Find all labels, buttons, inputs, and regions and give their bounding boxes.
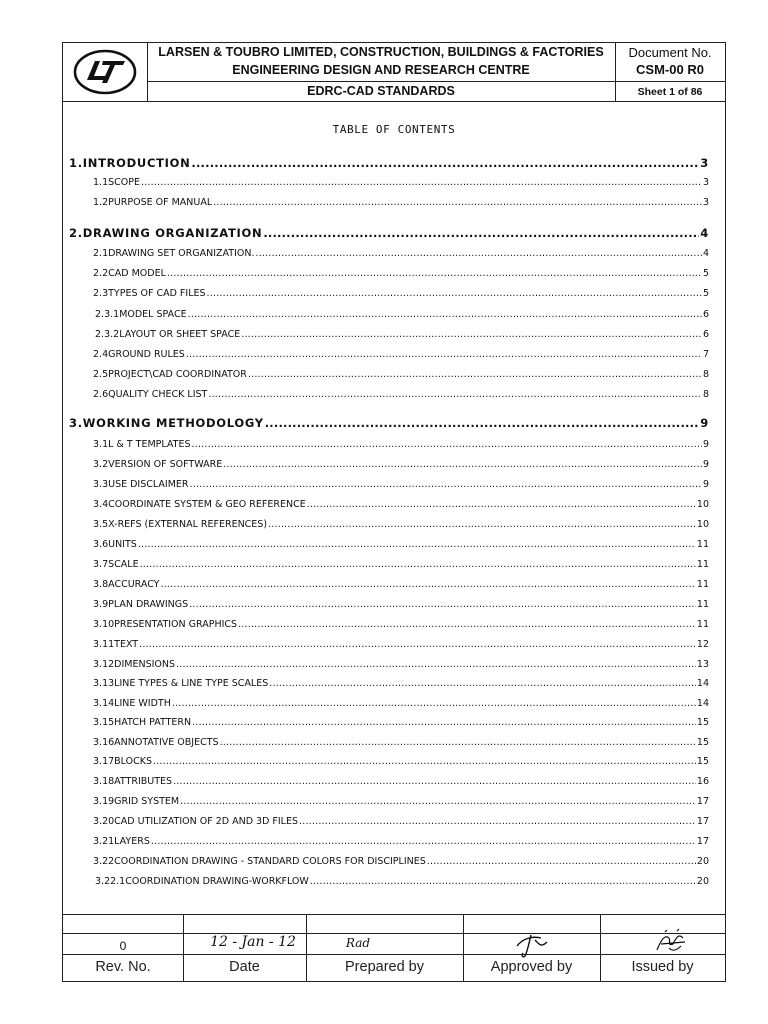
toc-entry[interactable] [93,479,709,490]
toc-entry-page: 3 [700,156,709,170]
toc-entry[interactable] [93,288,709,299]
lt-logo [73,49,137,95]
approved-signature [511,932,555,960]
document-number-cell [615,43,725,101]
toc-entry-page: 4 [700,226,709,240]
toc-entry-number: 3.9 [93,599,109,610]
toc-entry-label: USE DISCLAIMER [108,479,189,490]
toc-entry-number: 3.15 [93,717,115,728]
dot-leader [153,756,696,767]
toc-section-entry[interactable] [69,226,709,240]
toc-entry[interactable] [93,856,709,867]
toc-entry-page: 5 [702,268,709,279]
toc-entry-label: COORDINATE SYSTEM & GEO REFERENCE [108,499,306,510]
toc-entry-label: WORKING METHODOLOGY [82,416,264,430]
toc-entry-page: 5 [702,288,709,299]
toc-entry-number: 2.5 [93,369,109,380]
toc-entry-page: 11 [696,599,709,610]
toc-entry-number: 3.22.1 [95,876,126,887]
header-divider [63,101,725,102]
toc-entry-number: 2. [69,226,83,240]
toc-entry-number: 2.3 [93,288,109,299]
toc-entry-label: PURPOSE OF MANUAL [108,197,213,208]
toc-entry-number: 3.11 [93,639,115,650]
toc-entry-label: COORDINATION DRAWING-WORKFLOW [125,876,309,887]
dot-leader [265,416,700,430]
toc-entry-number: 1.1 [93,177,109,188]
logo-cell [63,43,148,101]
toc-entry-number: 2.3.2 [95,329,120,340]
date-value: 12 - Jan - 12 [210,934,296,950]
toc-entry-number: 2.1 [93,248,109,259]
revision-value: 0 [119,939,127,953]
toc-entry[interactable] [93,717,709,728]
toc-entry[interactable] [93,439,709,450]
document-number: CSM-00 R0 [636,62,704,77]
toc-entry-label: HATCH PATTERN [114,717,192,728]
footer-rule [63,954,725,955]
toc-entry-label: L & T TEMPLATES [108,439,191,450]
toc-entry[interactable] [93,836,709,847]
dot-leader [189,599,696,610]
toc-entry[interactable] [95,876,709,887]
toc-section-entry[interactable] [69,156,709,170]
toc-entry-label: ANNOTATIVE OBJECTS [114,737,219,748]
dot-leader [173,776,696,787]
dot-leader [255,248,701,259]
toc-entry-number: 3.16 [93,737,115,748]
toc-entry-page: 11 [696,539,709,550]
toc-entry-number: 1. [69,156,83,170]
toc-entry-number: 3.17 [93,756,115,767]
toc-entry-page: 11 [696,559,709,570]
toc-entry-page: 6 [702,329,709,340]
toc-entry[interactable] [93,499,709,510]
toc-entry-number: 2.2 [93,268,109,279]
toc-entry[interactable] [93,619,709,630]
sheet-number: Sheet 1 of 86 [615,81,725,102]
toc-entry[interactable] [93,177,709,188]
toc-entry-number: 3.21 [93,836,115,847]
toc-entry-number: 3.1 [93,439,109,450]
date-label: Date [229,959,260,975]
toc-entry-number: 3.5 [93,519,109,530]
toc-entry-label: GROUND RULES [108,349,185,360]
toc-title: TABLE OF CONTENTS [332,123,456,136]
approved-by-label: Approved by [490,959,573,975]
dot-leader [192,717,696,728]
toc-entry[interactable] [95,329,709,340]
toc-entry-number: 3.14 [93,698,115,709]
toc-entry-number: 3.18 [93,776,115,787]
toc-entry-number: 3.7 [93,559,109,570]
toc-entry-label: X-REFS (EXTERNAL REFERENCES) [108,519,268,530]
toc-entry-page: 9 [700,416,709,430]
toc-entry-number: 3. [69,416,83,430]
toc-entry[interactable] [93,268,709,279]
dot-leader [151,836,696,847]
toc-entry-page: 14 [696,678,709,689]
toc-entry-label: PRESENTATION GRAPHICS [114,619,238,630]
toc-entry-number: 3.22 [93,856,115,867]
toc-entry-number: 2.4 [93,349,109,360]
toc-entry-page: 7 [702,349,709,360]
toc-entry-number: 1.2 [93,197,109,208]
toc-entry-number: 3.20 [93,816,115,827]
toc-entry[interactable] [93,389,709,400]
dot-leader [310,876,696,887]
document-page [62,42,726,982]
toc-entry[interactable] [93,659,709,670]
toc-entry-number: 3.4 [93,499,109,510]
toc-entry-page: 8 [702,389,709,400]
dot-leader [238,619,696,630]
dot-leader [186,349,702,360]
dot-leader [427,856,696,867]
prepared-signature: Rad [345,936,371,950]
dot-leader [192,439,702,450]
revision-block [63,914,725,982]
toc-entry[interactable] [93,776,709,787]
toc-entry-number: 3.8 [93,579,109,590]
toc-entry-number: 2.3.1 [95,309,120,320]
toc-entry-page: 13 [696,659,709,670]
toc-entry-label: SCOPE [108,177,140,188]
toc-entry-page: 3 [702,177,709,188]
toc-entry[interactable] [93,579,709,590]
dot-leader [190,479,702,490]
toc-entry-label: LAYERS [114,836,150,847]
dot-leader [207,288,702,299]
toc-entry-label: LINE TYPES & LINE TYPE SCALES [114,678,269,689]
department-name: ENGINEERING DESIGN AND RESEARCH CENTRE [232,63,530,77]
toc-entry-page: 12 [696,639,709,650]
toc-entry-label: TEXT [114,639,139,650]
toc-entry-page: 11 [696,619,709,630]
toc-entry[interactable] [93,197,709,208]
toc-entry[interactable] [93,639,709,650]
document-title: EDRC-CAD STANDARDS [147,81,615,102]
dot-leader [138,539,696,550]
dot-leader [269,678,696,689]
issued-by-label: Issued by [631,959,694,975]
toc-entry-page: 17 [696,816,709,827]
toc-entry-number: 2.6 [93,389,109,400]
dot-leader [299,816,696,827]
toc-entry-label: LAYOUT OR SHEET SPACE [119,329,241,340]
toc-entry-page: 16 [696,776,709,787]
toc-entry[interactable] [93,698,709,709]
toc-entry-number: 3.3 [93,479,109,490]
dot-leader [268,519,696,530]
toc-entry[interactable] [93,248,709,259]
toc-entry-page: 10 [696,519,709,530]
toc-entry[interactable] [93,737,709,748]
rev-no-label: Rev. No. [95,959,151,975]
dot-leader [213,197,702,208]
toc-entry[interactable] [93,459,709,470]
toc-entry-label: LINE WIDTH [114,698,171,709]
toc-entry-number: 3.10 [93,619,115,630]
toc-entry-label: COORDINATION DRAWING - STANDARD COLORS FOR DISCIPLINES [114,856,426,867]
footer-top-rule [63,914,725,915]
dot-leader [220,737,696,748]
toc-entry-page: 3 [702,197,709,208]
toc-entry-label: UNITS [108,539,137,550]
toc-entry-page: 17 [696,796,709,807]
toc-entry-label: TYPES OF CAD FILES [108,288,206,299]
toc-entry[interactable] [93,796,709,807]
toc-entry-label: DRAWING SET ORGANIZATION. [108,248,255,259]
toc-entry[interactable] [93,816,709,827]
dot-leader [180,796,696,807]
toc-entry-page: 20 [696,856,709,867]
toc-entry-label: MODEL SPACE [119,309,187,320]
dot-leader [167,268,702,279]
toc-entry[interactable] [93,349,709,360]
dot-leader [208,389,702,400]
toc-entry[interactable] [93,369,709,380]
toc-entry-number: 3.19 [93,796,115,807]
toc-entry-page: 6 [702,309,709,320]
toc-entry[interactable] [93,678,709,689]
dot-leader [160,579,695,590]
document-number-label: Document No. [628,45,712,60]
issued-signature [651,928,691,956]
company-name: LARSEN & TOUBRO LIMITED, CONSTRUCTION, BUILDINGS & FACTORIES [158,45,604,59]
toc-section-entry[interactable] [69,416,709,430]
toc-entry-page: 8 [702,369,709,380]
toc-entry-label: QUALITY CHECK LIST [108,389,208,400]
title-cell [147,43,616,101]
dot-leader [141,177,702,188]
toc-entry[interactable] [93,539,709,550]
toc-entry-label: INTRODUCTION [82,156,191,170]
toc-entry-number: 3.12 [93,659,115,670]
toc-entry-number: 3.13 [93,678,115,689]
dot-leader [139,639,696,650]
toc-entry-page: 4 [702,248,709,259]
toc-entry[interactable] [93,599,709,610]
dot-leader [176,659,696,670]
toc-entry-page: 15 [696,717,709,728]
toc-entry-label: SCALE [108,559,139,570]
toc-entry-page: 15 [696,756,709,767]
toc-entry-label: ATTRIBUTES [114,776,173,787]
prepared-by-label: Prepared by [345,959,424,975]
toc-entry-page: 10 [696,499,709,510]
toc-entry-page: 14 [696,698,709,709]
dot-leader [248,369,702,380]
dot-leader [140,559,696,570]
toc-entry-label: DIMENSIONS [114,659,176,670]
toc-entry-page: 20 [696,876,709,887]
toc-entry[interactable] [93,519,709,530]
toc-entry-page: 17 [696,836,709,847]
dot-leader [191,156,699,170]
toc-entry-page: 9 [702,459,709,470]
dot-leader [188,309,702,320]
toc-entry-page: 9 [702,479,709,490]
footer-rule [63,933,725,934]
toc-entry-number: 3.2 [93,459,109,470]
toc-entry-label: CAD UTILIZATION OF 2D AND 3D FILES [114,816,299,827]
dot-leader [223,459,702,470]
toc-entry-label: PROJECT\CAD COORDINATOR [108,369,247,380]
toc-entry-number: 3.6 [93,539,109,550]
dot-leader [172,698,696,709]
title-block [63,43,725,101]
toc-entry-page: 9 [702,439,709,450]
toc-entry-page: 15 [696,737,709,748]
toc-entry[interactable] [93,559,709,570]
toc-entry-label: BLOCKS [114,756,152,767]
dot-leader [307,499,696,510]
toc-entry[interactable] [93,756,709,767]
dot-leader [263,226,699,240]
toc-entry-label: ACCURACY [108,579,160,590]
toc-entry-label: VERSION OF SOFTWARE [108,459,223,470]
toc-entry-label: DRAWING ORGANIZATION [82,226,263,240]
toc-entry-label: GRID SYSTEM [114,796,180,807]
toc-entry-label: PLAN DRAWINGS [108,599,189,610]
toc-entry-page: 11 [696,579,709,590]
dot-leader [241,329,702,340]
toc-entry-label: CAD MODEL [108,268,166,279]
toc-entry[interactable] [95,309,709,320]
